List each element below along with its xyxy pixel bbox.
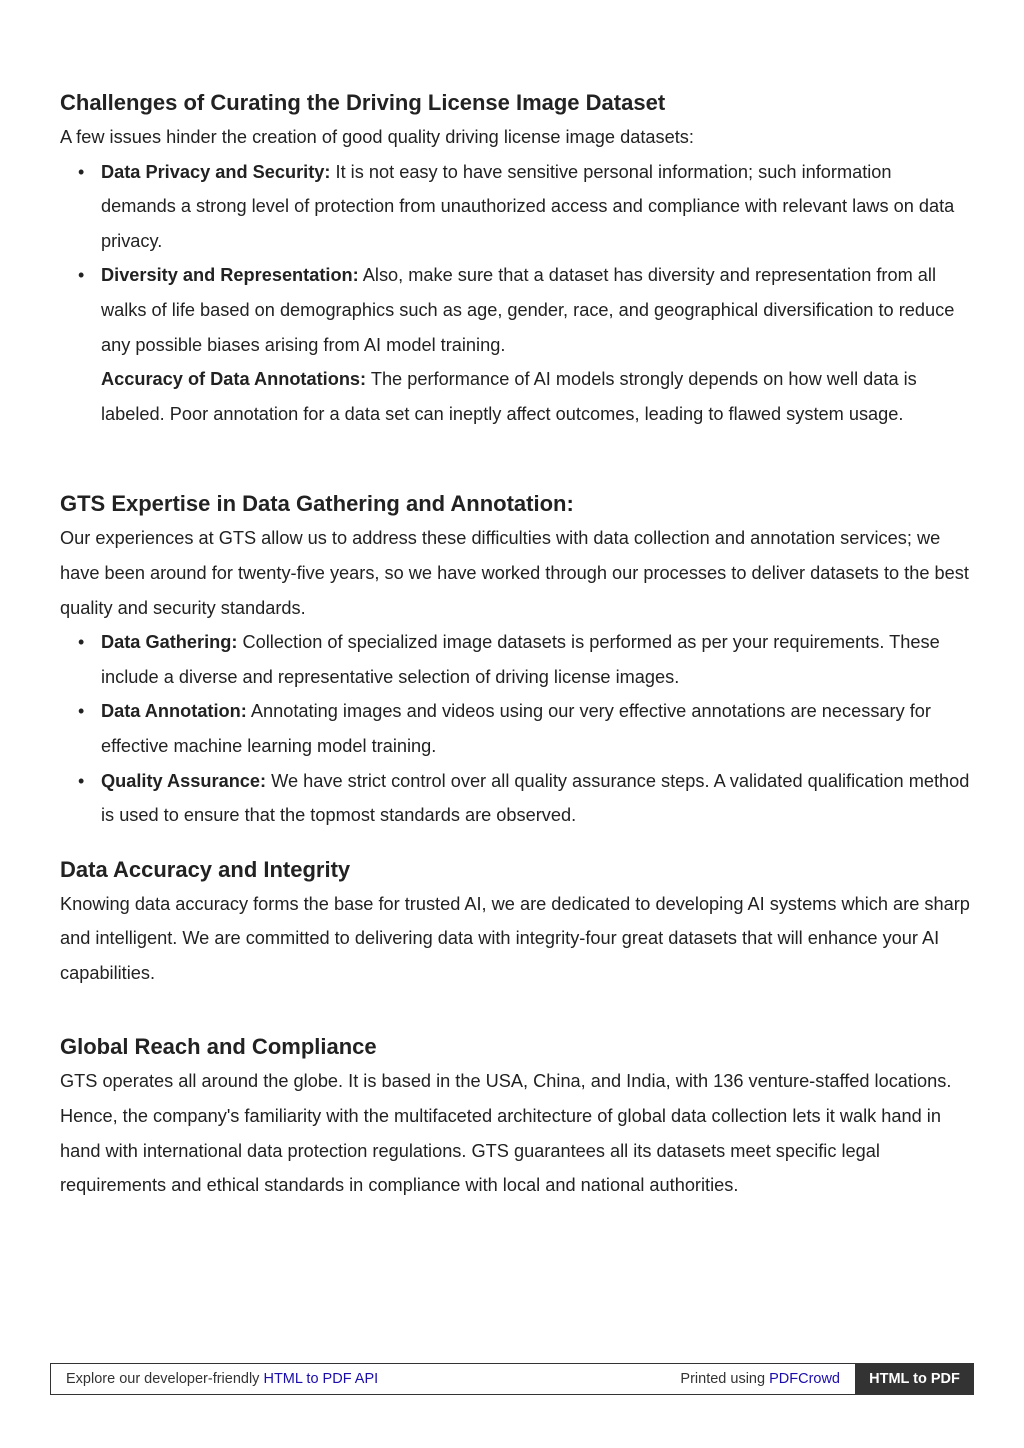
footer-explore [66,1364,378,1394]
section-expertise [60,487,970,832]
section-intro: Our experiences at GTS allow us to address these difficulties with data collection and annotation services; we have been around for twenty-five years, so we have worked through our processes to deliver datasets to the best quality and security standards. [60,528,969,618]
item-label: Quality Assurance: [101,770,267,791]
bullet-icon: • [78,265,85,286]
footer-printed [680,1364,840,1394]
section-global [60,1030,970,1202]
item-text: The performance of AI models strongly depends on how well data is labeled. Poor annotation for a data set can ineptly affect outcomes, leading to flawed system usage. [101,369,917,424]
item-label: Data Gathering: [101,632,238,653]
html-to-pdf-badge[interactable]: HTML to PDF [855,1363,974,1395]
pdf-footer-bar [50,1363,974,1395]
section-heading: Challenges of Curating the Driving License Image Dataset [60,90,666,115]
list-item [101,362,970,431]
item-text: Annotating images and videos using our very effective annotations are necessary for effective machine learning model training. [101,701,931,756]
item-text: Also, make sure that a dataset has diversity and representation from all walks of life based on demographics such as age, gender, race, and geographical diversification to reduce any possible biases arising from AI model training. [101,265,955,355]
section-heading: Data Accuracy and Integrity [60,856,351,882]
footer-explore-text: Explore our developer-friendly [66,1371,264,1387]
item-label: Data Privacy and Security: [101,161,331,182]
list-item [78,625,970,694]
section-intro: Knowing data accuracy forms the base for trusted AI, we are dedicated to developing AI systems which are sharp and intelligent. We are committed to delivering data with integrity-four great datasets that will enhance your AI capabilities. [60,893,970,983]
list-item [78,694,970,763]
list-item [78,155,970,259]
section-heading: GTS Expertise in Data Gathering and Annotation: [60,491,574,517]
section-intro: GTS operates all around the globe. It is based in the USA, China, and India, with 136 venture-staffed locations. Hence, the company's familiarity with the multifaceted architecture of global data collection lets it walk hand in hand with international data protection regulations. GTS guarantees all its datasets meet specific legal requirements and ethical standards in compliance with local and national authorities. [60,1071,952,1196]
item-label: Diversity and Representation: [101,265,359,286]
item-text: We have strict control over all quality assurance steps. A validated qualification method is used to ensure that the topmost standards are observed. [101,770,970,826]
item-label: Data Annotation: [101,701,247,722]
section-intro: A few issues hinder the creation of good quality driving license image datasets: [60,127,694,147]
item-text: Collection of specialized image datasets is performed as per your requirements. These include a diverse and representative selection of driving license images. [101,632,940,687]
bullet-icon: • [78,161,85,182]
item-label: Accuracy of Data Annotations: [101,369,367,390]
footer-printed-text: Printed using [680,1371,770,1387]
bullet-list [60,155,970,432]
document-page [60,86,970,1203]
list-item [78,258,970,362]
section-challenges [60,86,970,431]
section-heading: Global Reach and Compliance [60,1034,377,1060]
section-accuracy [60,853,970,991]
bullet-icon: • [78,770,85,791]
pdfcrowd-link[interactable]: PDFCrowd [769,1371,840,1387]
list-item [78,764,970,833]
html-to-pdf-api-link[interactable]: HTML to PDF API [263,1371,379,1387]
item-text: It is not easy to have sensitive personal information; such information demands a strong level of protection from unauthorized access and compliance with relevant laws on data privacy. [101,161,955,251]
bullet-icon: • [78,632,85,653]
bullet-list [60,625,970,833]
bullet-icon: • [78,701,85,722]
